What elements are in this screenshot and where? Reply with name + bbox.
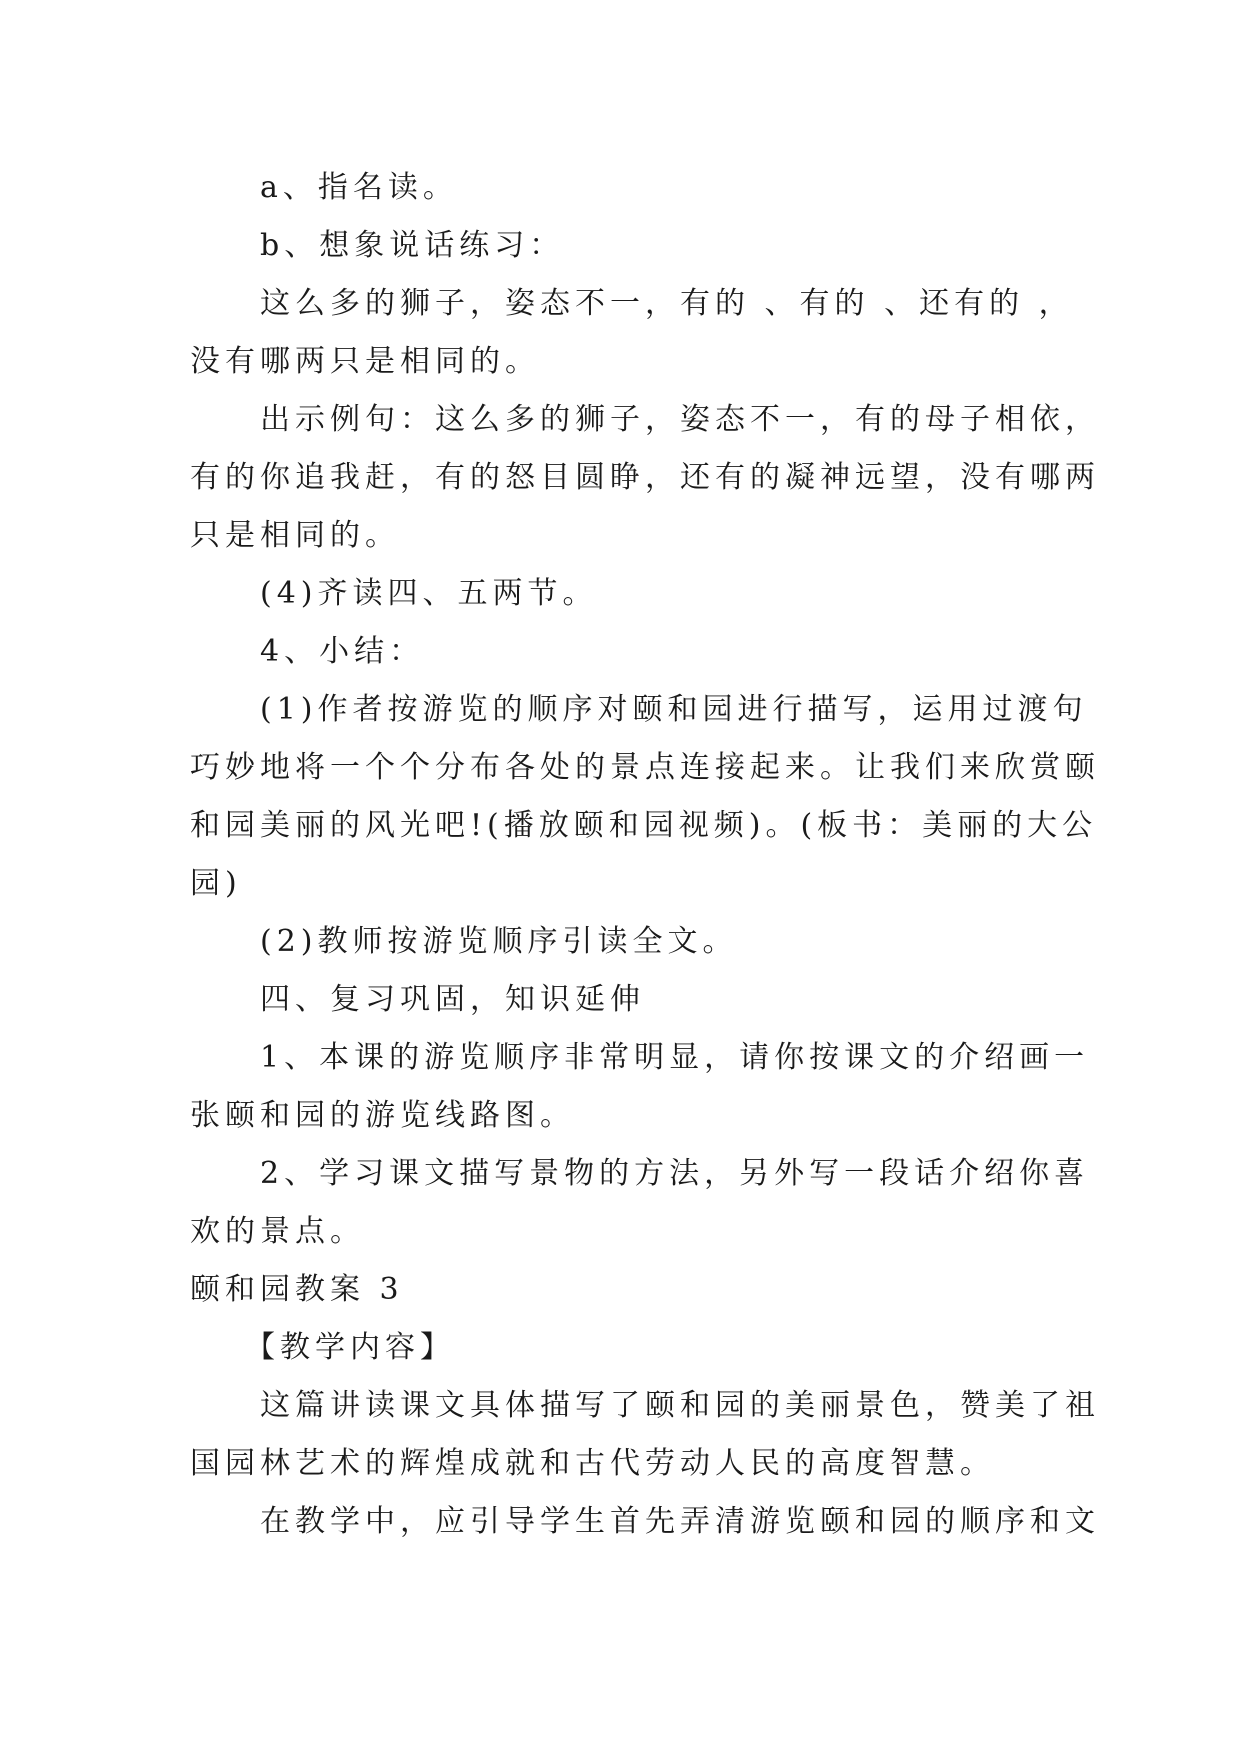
text-line: (1)作者按游览的顺序对颐和园进行描写，运用过渡句 <box>260 692 1088 727</box>
text-line: 没有哪两只是相同的。 <box>190 344 540 379</box>
text-line: 这篇讲读课文具体描写了颐和园的美丽景色，赞美了祖 <box>260 1388 1100 1423</box>
text-line: 有的你追我赶，有的怒目圆睁，还有的凝神远望，没有哪两 <box>190 460 1100 495</box>
text-line: 2、学习课文描写景物的方法，另外写一段话介绍你喜 <box>260 1156 1090 1191</box>
text-line: 和园美丽的风光吧!(播放颐和园视频)。(板书：美丽的大公 <box>190 808 1098 843</box>
text-line: 国园林艺术的辉煌成就和古代劳动人民的高度智慧。 <box>190 1446 995 1481</box>
text-line: (2)教师按游览顺序引读全文。 <box>260 924 738 959</box>
text-line: 欢的景点。 <box>190 1214 365 1249</box>
text-line: 园) <box>190 866 242 901</box>
text-line: 出示例句：这么多的狮子，姿态不一，有的母子相依， <box>260 402 1100 437</box>
text-line: 张颐和园的游览线路图。 <box>190 1098 575 1133</box>
text-line: (4)齐读四、五两节。 <box>260 576 598 611</box>
text-line: 这么多的狮子，姿态不一，有的 、有的 、还有的 ， <box>260 286 1074 321</box>
text-line: a、指名读。 <box>260 170 458 205</box>
text-line: b、想象说话练习： <box>260 228 565 263</box>
text-line: 4、小结： <box>260 634 425 669</box>
section-heading: 【教学内容】 <box>245 1330 455 1365</box>
text-line: 1、本课的游览顺序非常明显，请你按课文的介绍画一 <box>260 1040 1090 1075</box>
text-line: 只是相同的。 <box>190 518 400 553</box>
section-heading: 四、复习巩固，知识延伸 <box>260 982 645 1017</box>
text-line: 巧妙地将一个个分布各处的景点连接起来。让我们来欣赏颐 <box>190 750 1100 785</box>
text-line: 在教学中，应引导学生首先弄清游览颐和园的顺序和文 <box>260 1504 1100 1539</box>
document-title: 颐和园教案 3 <box>190 1272 404 1307</box>
